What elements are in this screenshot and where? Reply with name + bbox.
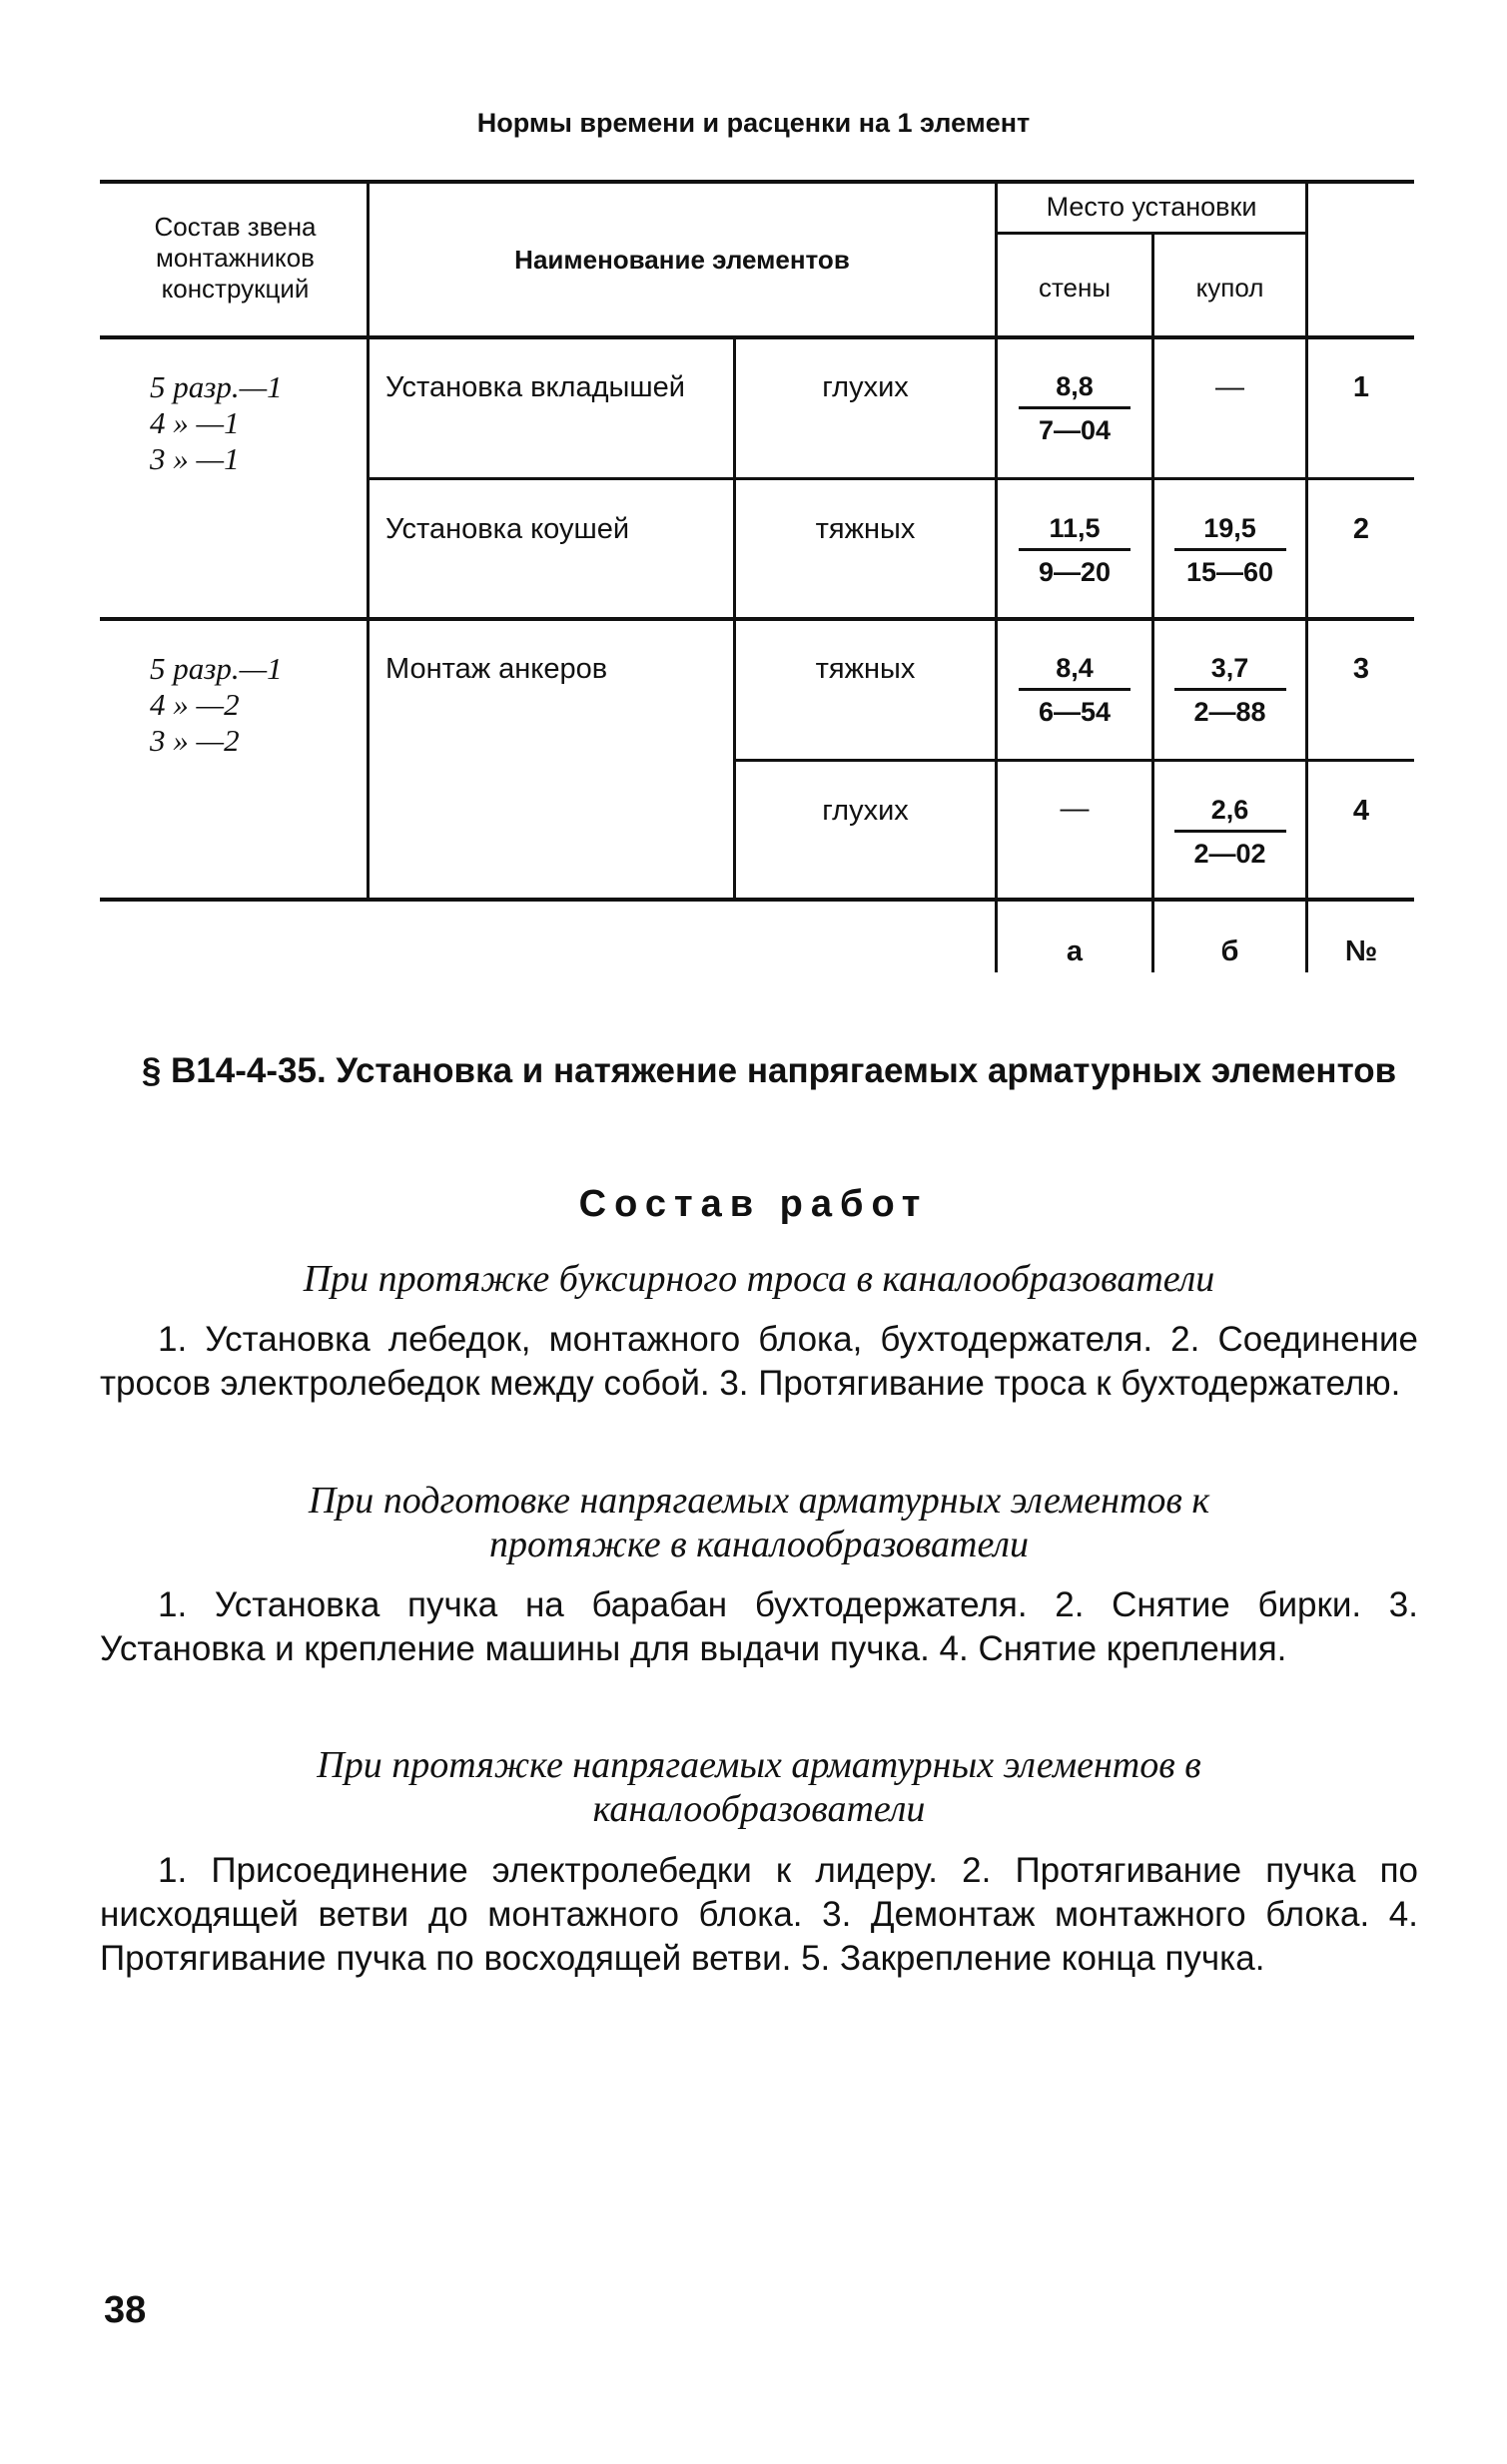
dome-value	[1154, 795, 1305, 870]
header-walls: стены	[1038, 273, 1112, 303]
dome-empty: —	[1215, 371, 1244, 403]
header-element-name: Наименование элементов	[514, 245, 850, 275]
time-norm: 8,4	[1056, 653, 1094, 683]
element-type: тяжных	[815, 653, 916, 685]
crew-line: 5 разр.—1	[150, 651, 283, 686]
paragraph-2: 1. Установка пучка на барабан бухтодержателя. 2. Снятие бирки. 3. Установка и крепление машины для выдачи пучка. 4. Снятие крепления.	[100, 1585, 1418, 1668]
walls-value	[998, 513, 1151, 588]
row-number: 1	[1352, 371, 1370, 403]
paragraph-3: 1. Присоединение электролебедки к лидеру. 2. Протягивание пучка по нисходящей ветви до монтажного блока. 3. Демонтаж монтажного блока. 4. Протягивание пучка по восходящей ветви. 5. Закрепление конца пучка.	[100, 1851, 1418, 1978]
time-norm: 19,5	[1203, 513, 1256, 543]
time-norm: 2,6	[1210, 795, 1249, 825]
table-col-rule-1	[367, 180, 370, 900]
time-norm: 3,7	[1210, 653, 1249, 683]
norms-table	[0, 0, 1507, 998]
table-rule-header-bottom	[100, 335, 1414, 339]
table-rule-top	[100, 180, 1414, 184]
time-norm: 11,5	[1049, 513, 1101, 543]
element-type: глухих	[822, 371, 909, 403]
page-number: 38	[104, 2289, 147, 2331]
rate: 15—60	[1185, 557, 1274, 587]
table-rule-bottom	[100, 898, 1414, 902]
table-rule-row3	[733, 759, 1414, 762]
header-placement: Место установки	[1046, 192, 1257, 222]
crew-group-2	[150, 651, 283, 759]
element-type: глухих	[822, 795, 909, 827]
table-rule-group	[100, 617, 1414, 621]
header-crew: Состав звена монтажников конструкций	[154, 212, 317, 304]
rate: 2—02	[1193, 839, 1266, 869]
table-col-rule-5	[1305, 180, 1308, 972]
paragraph-1: 1. Установка лебедок, монтажного блока, бухтодержателя. 2. Соединение тросов электролебедок между собой. 3. Протягивание троса к бухтодержателю.	[100, 1320, 1418, 1403]
table-rule-row1	[368, 477, 1414, 480]
time-norm: 8,8	[1056, 371, 1094, 401]
dome-value	[1154, 513, 1305, 588]
rate: 2—88	[1193, 697, 1266, 727]
element-name: Установка коушей	[385, 513, 630, 545]
element-name: Монтаж анкеров	[385, 653, 608, 685]
element-name: Установка вкладышей	[385, 371, 685, 403]
footer-col-num: №	[1344, 935, 1378, 967]
crew-line: 3 » —2	[150, 723, 240, 758]
row-number: 2	[1352, 513, 1370, 545]
rate: 9—20	[1038, 557, 1112, 587]
dome-value	[1154, 653, 1305, 728]
composition-title: Состав работ	[578, 1183, 929, 1225]
table-title: Нормы времени и расценки на 1 элемент	[476, 108, 1031, 138]
crew-line: 3 » —1	[150, 441, 240, 476]
walls-value	[998, 371, 1151, 446]
footer-col-a: а	[1066, 935, 1084, 967]
row-number: 4	[1352, 795, 1370, 827]
walls-value	[998, 653, 1151, 728]
row-number: 3	[1352, 653, 1370, 685]
crew-line: 4 » —1	[150, 405, 240, 440]
rate: 7—04	[1038, 415, 1112, 445]
subheading-3: При протяжке напрягаемых арматурных элементов в каналообразователи	[317, 1744, 1201, 1830]
crew-line: 5 разр.—1	[150, 369, 283, 404]
footer-col-b: б	[1220, 935, 1239, 967]
section-heading: § В14-4-35. Установка и натяжение напрягаемых арматурных элементов	[141, 1051, 1397, 1090]
header-dome: купол	[1195, 273, 1264, 303]
crew-group-1	[150, 369, 283, 477]
subheading-1: При протяжке буксирного троса в каналообразователи	[303, 1258, 1215, 1300]
rate: 6—54	[1038, 697, 1112, 727]
element-type: тяжных	[815, 513, 916, 545]
walls-empty: —	[1060, 793, 1090, 825]
crew-line: 4 » —2	[150, 687, 240, 722]
subheading-2: При подготовке напрягаемых арматурных элементов к протяжке в каналообразователи	[308, 1480, 1210, 1565]
table-rule-placement	[996, 232, 1305, 235]
